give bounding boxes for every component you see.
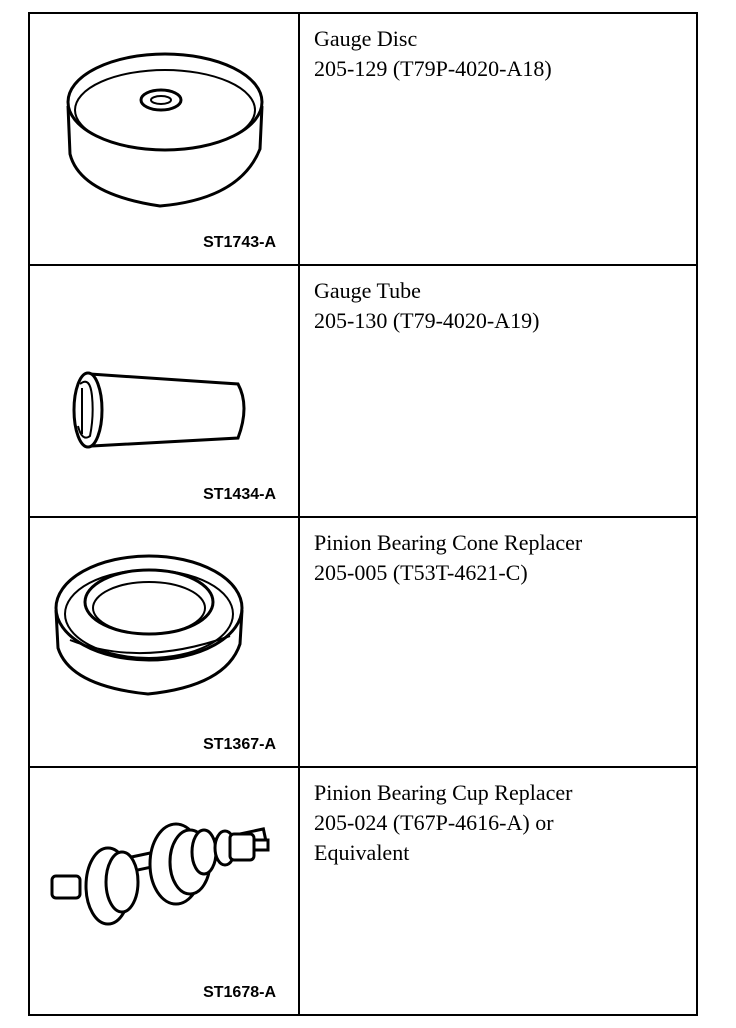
tool-part-number: 205-024 (T67P-4616-A) or bbox=[314, 810, 554, 835]
gauge-disc-icon bbox=[30, 14, 298, 264]
tool-illustration-cell bbox=[30, 266, 300, 516]
figure-code: ST1678-A bbox=[203, 984, 276, 1001]
cone-replacer-icon bbox=[30, 518, 298, 766]
tool-row bbox=[30, 768, 696, 1014]
tool-name: Gauge Disc bbox=[314, 26, 418, 51]
tool-description bbox=[302, 266, 696, 516]
tool-illustration-cell bbox=[30, 14, 300, 264]
tool-part-number: 205-005 (T53T-4621-C) bbox=[314, 560, 528, 585]
cup-replacer-icon bbox=[30, 768, 298, 1012]
tool-row bbox=[30, 518, 696, 768]
tool-part-number: 205-130 (T79-4020-A19) bbox=[314, 308, 540, 333]
figure-code: ST1743-A bbox=[203, 234, 276, 251]
tool-description bbox=[302, 768, 696, 1014]
tool-name: Pinion Bearing Cone Replacer bbox=[314, 530, 583, 555]
figure-code: ST1434-A bbox=[203, 486, 276, 503]
tool-row bbox=[30, 266, 696, 518]
tool-equivalent-note: Equivalent bbox=[314, 840, 410, 865]
tool-row bbox=[30, 14, 696, 266]
tool-name: Gauge Tube bbox=[314, 278, 421, 303]
tool-description bbox=[302, 518, 696, 766]
tool-description bbox=[302, 14, 696, 264]
gauge-tube-icon bbox=[30, 266, 298, 516]
figure-code: ST1367-A bbox=[203, 736, 276, 753]
tool-illustration-cell bbox=[30, 768, 300, 1014]
special-tools-table bbox=[28, 12, 698, 1016]
tool-part-number: 205-129 (T79P-4020-A18) bbox=[314, 56, 552, 81]
tool-name: Pinion Bearing Cup Replacer bbox=[314, 780, 573, 805]
tool-illustration-cell bbox=[30, 518, 300, 766]
